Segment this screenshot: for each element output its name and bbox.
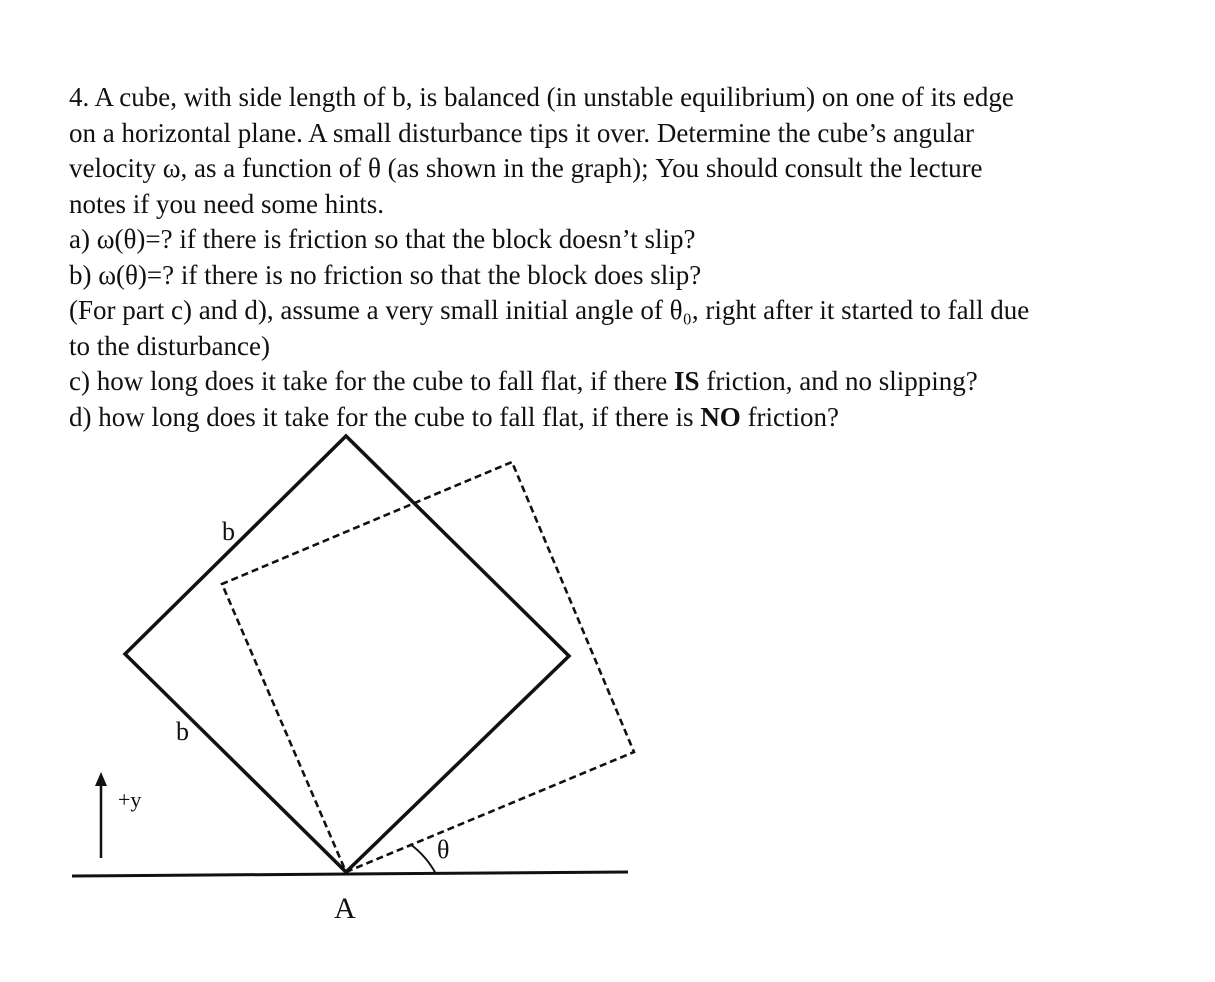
axis-label: +y [118,787,142,812]
part-c-text-end: friction, and no slipping? [699,366,978,396]
side-label-top: b [222,517,235,546]
angle-label: θ [437,835,450,864]
ground-line [72,872,628,876]
part-b-question: b) ω(θ)=? if there is no friction so that the block does slip? [69,259,702,290]
part-d-text: d) how long does it take for the cube to fall flat, if there is [69,401,701,432]
part-d-text-end: friction? [740,401,840,432]
part-a-question: a) ω(θ)=? if there is friction so that the block doesn’t slip? [69,224,696,254]
intro-line-3: velocity ω, as a function of θ (as shown in the graph); You should consult the lecture [69,153,983,183]
angle-arc [410,844,436,874]
intro-line-4: notes if you need some hints. [69,188,384,219]
pivot-label: A [334,892,356,925]
note-line-1: (For part c) and d), assume a very small initial angle of θ₀, right after it started to fall due [69,295,1030,325]
note-line-2: to the disturbance) [69,330,270,361]
intro-line-2: on a horizontal plane. A small disturbance tips it over. Determine the cube’s angular [69,117,975,148]
part-c-text: c) how long does it take for the cube to fall flat, if there [69,366,675,396]
intro-line-1: 4. A cube, with side length of b, is balanced (in unstable equilibrium) on one of its edge [69,82,1014,112]
side-label-lower: b [176,717,189,746]
part-d-emphasis: NO [700,401,741,432]
part-c-emphasis: IS [674,366,700,396]
y-axis-arrowhead [95,772,107,786]
